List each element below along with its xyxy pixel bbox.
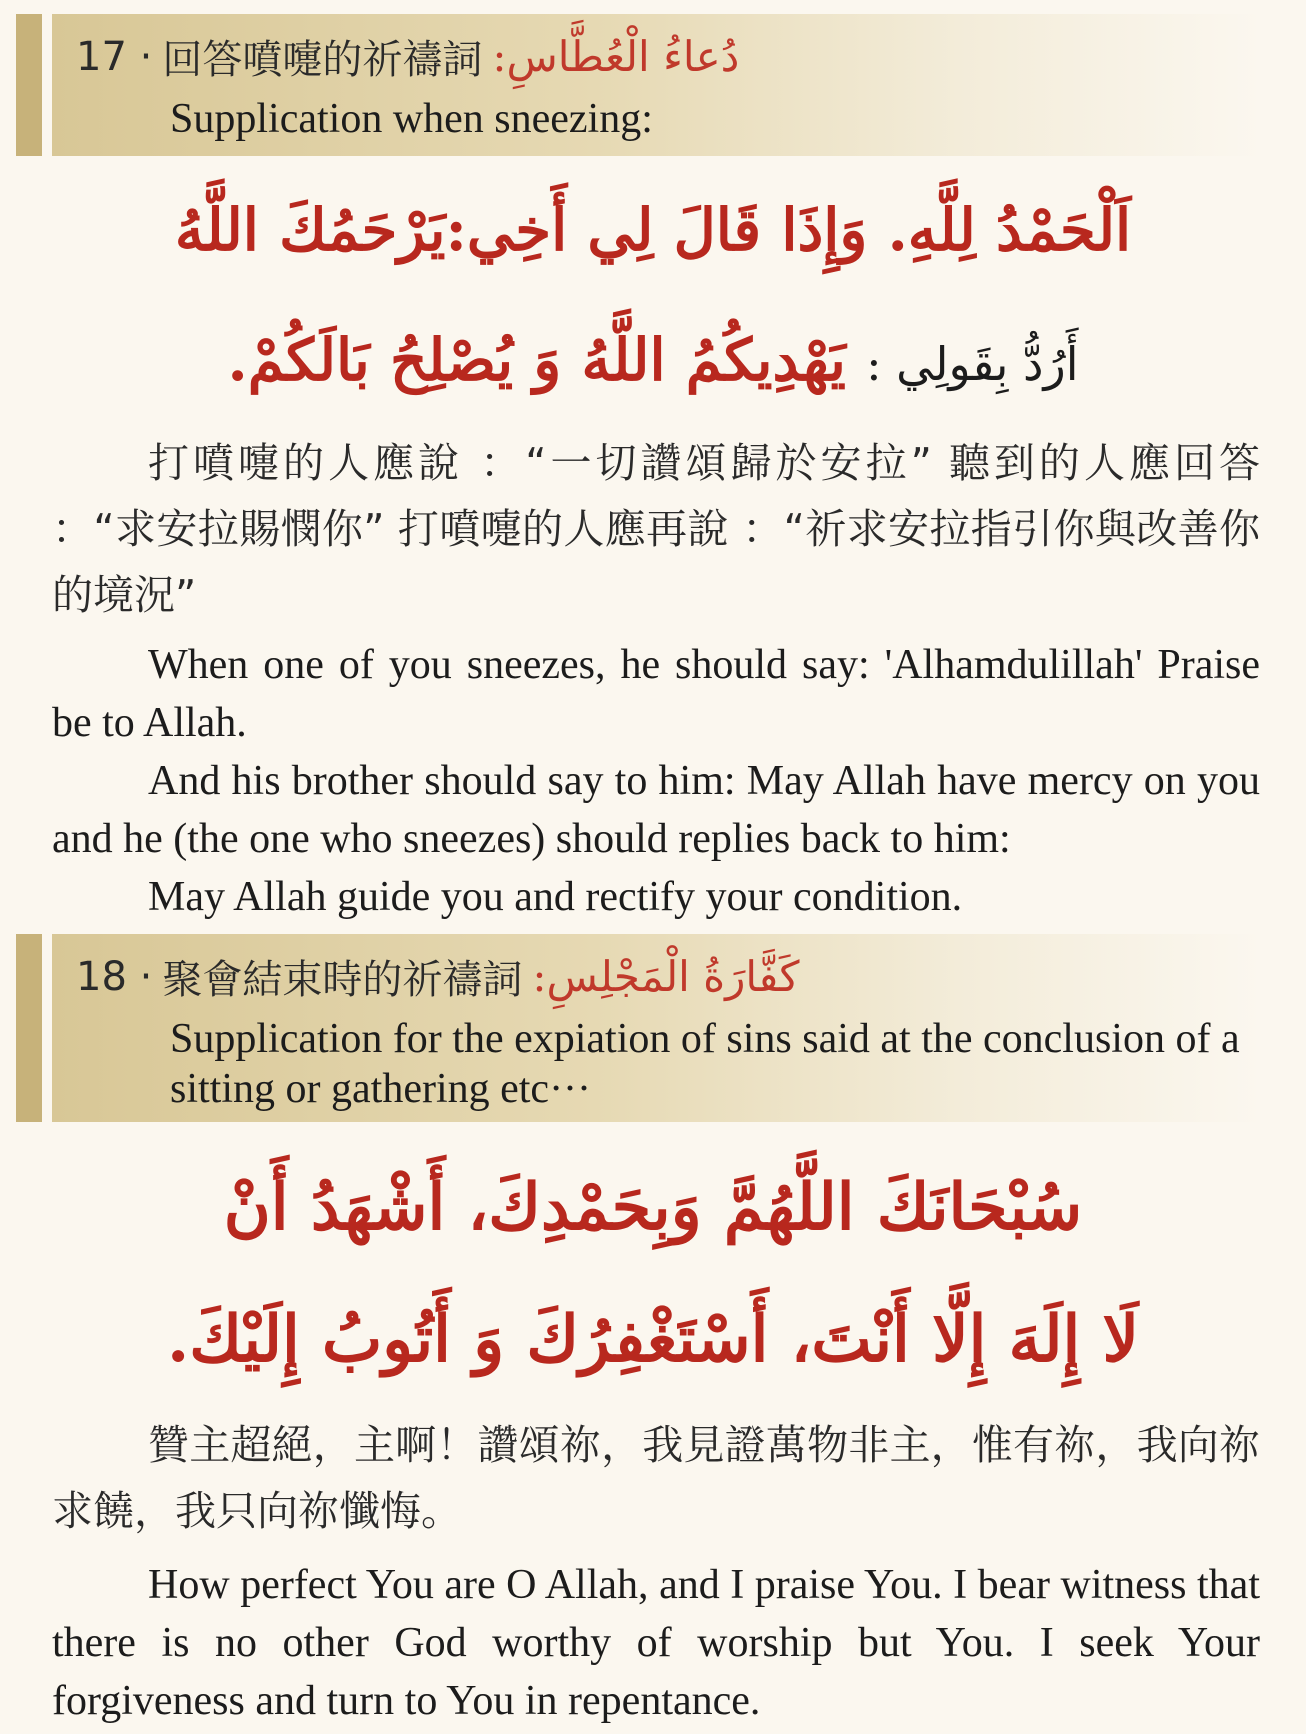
section-17-header-tab [16, 14, 42, 156]
section-17-title-zh: 回答噴嚏的祈禱詞 [162, 37, 483, 83]
section-17-header [52, 14, 1260, 156]
section-17-subtitle: Supplication when sneezing: [170, 96, 653, 142]
section-17-arabic-line-1 [60, 196, 1246, 264]
section-18-en-text: How perfect You are O Allah, and I praise You. I bear witness that there is no other God worthy of worship but You. I seek Your forgiveness and turn to You in repentance. [52, 1562, 1260, 1724]
section-18-arabic-line-1-text: سُبْحَانَكَ اللَّهُمَّ وَبِحَمْدِكَ، أَشْهَدُ أَنْ [223, 1170, 1083, 1245]
section-17-arabic-line-1-text: اَلْحَمْدُ لِلَّهِ. وَإِذَا قَالَ لِي أَخِي:يَرْحَمُكَ اللَّهُ [174, 196, 1132, 264]
section-17-arabic-line-2-text: يَهْدِيكُمُ اللَّهُ وَ يُصْلِحُ بَالَكُمْ. [227, 326, 846, 394]
section-18-arabic-line-2-text: لَا إِلَهَ إِلَّا أَنْتَ، أَسْتَغْفِرُكَ وَ أَتُوبُ إِلَيْكَ. [166, 1302, 1140, 1377]
section-17-title-ar: دُعاءُ الْعُطَّاسِ: [492, 32, 740, 81]
section-18-arabic-line-1 [60, 1170, 1246, 1245]
section-18-title-zh: 聚會結束時的祈禱詞 [162, 957, 523, 1003]
section-18-header [52, 934, 1260, 1122]
section-18-subtitle: Supplication for the expiation of sins said at the conclusion of a sitting or gathering etc··· [170, 1016, 1240, 1112]
section-17-zh-text: 打噴嚏的人應說 ：“一切讚頌歸於安拉” 聽到的人應回答 ：“求安拉賜憫你” 打噴嚏的人應再說 ：“祈求安拉指引你與改善你的境況” [52, 439, 1260, 619]
section-17-number: 17 · [76, 33, 153, 80]
section-18-title [76, 948, 799, 1005]
section-17-arabic-line-2-prefix: أَرُدُّ بِقَولِي : [866, 337, 1079, 391]
section-17-en-paragraph-1: When one of you sneezes, he should say: 'Alhamdulillah' Praise be to Allah. [52, 642, 1260, 746]
section-17-arabic-line-2 [60, 326, 1246, 394]
section-18-number: 18 · [76, 953, 153, 1000]
section-17-en-text [52, 636, 1260, 926]
section-18-arabic-line-2 [60, 1302, 1246, 1377]
section-18-header-tab [16, 934, 42, 1122]
section-18-zh-text: 贊主超絕，主啊！讚頌祢，我見證萬物非主，惟有祢，我向祢求饒，我只向祢懺悔。 [52, 1421, 1260, 1535]
section-18-title-ar: كَفَّارَةُ الْمَجْلِسِ: [532, 952, 800, 1001]
section-17-en-paragraph-2: And his brother should say to him: May Allah have mercy on you and he (the one who sneezes) should replies back to him: [52, 758, 1260, 862]
section-17-en-paragraph-3: May Allah guide you and rectify your condition. [148, 874, 963, 920]
section-17-title [76, 28, 739, 85]
